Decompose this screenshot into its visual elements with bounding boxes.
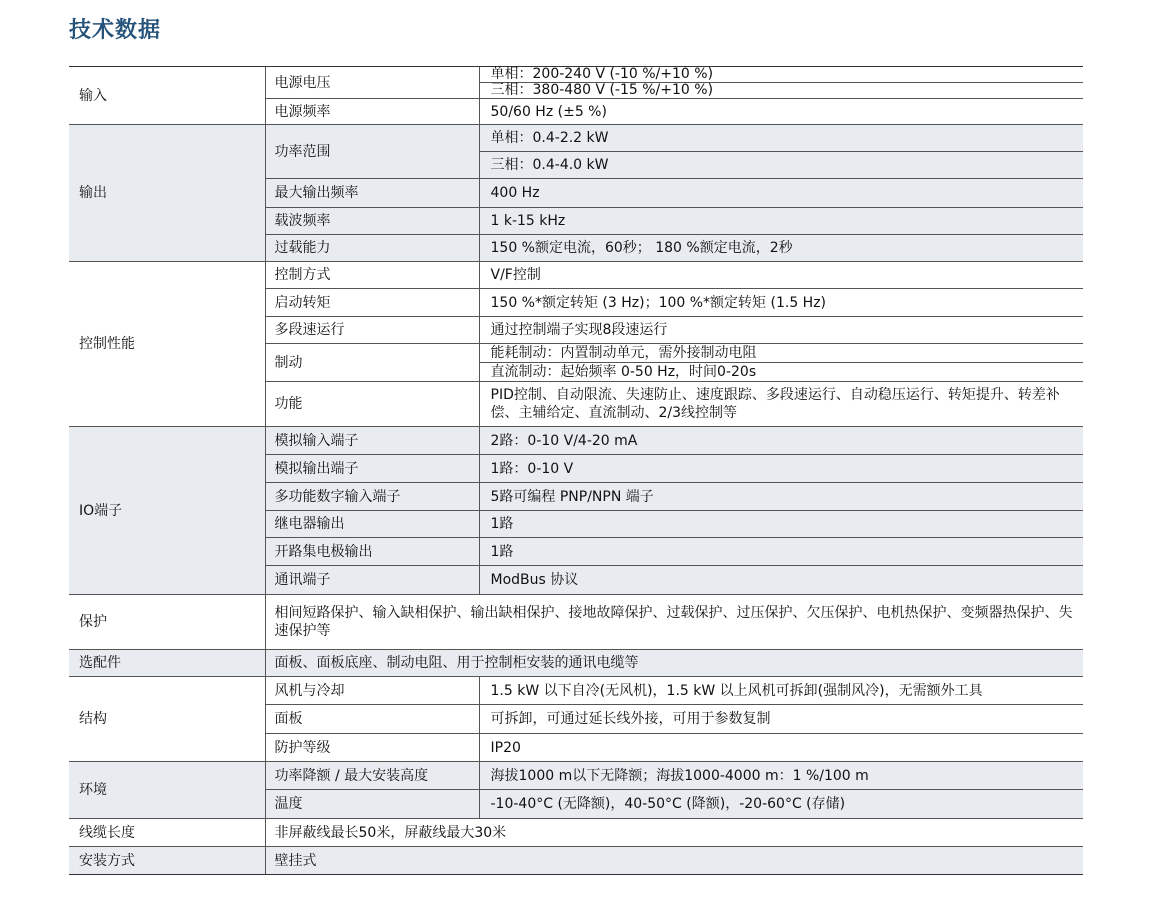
category-cell: 结构 <box>69 677 265 762</box>
category-cell: 安装方式 <box>69 847 265 875</box>
table-row <box>69 67 1083 83</box>
parameter-cell: 控制方式 <box>265 262 479 289</box>
parameter-cell: 继电器输出 <box>265 511 479 538</box>
category-cell: 线缆长度 <box>69 819 265 847</box>
value-cell: 三相：380-480 V (-15 %/+10 %) <box>479 83 1083 99</box>
parameter-cell: 防护等级 <box>265 734 479 762</box>
category-cell: 控制性能 <box>69 262 265 427</box>
value-cell: 壁挂式 <box>265 847 1083 875</box>
table-row <box>69 677 1083 705</box>
table-row <box>69 847 1083 875</box>
value-cell: 50/60 Hz (±5 %) <box>479 99 1083 125</box>
value-cell: 能耗制动：内置制动单元，需外接制动电阻 <box>479 344 1083 363</box>
parameter-cell: 多功能数字输入端子 <box>265 483 479 511</box>
category-cell: 环境 <box>69 762 265 819</box>
value-cell: 1路 <box>479 511 1083 538</box>
parameter-cell: 功能 <box>265 382 479 427</box>
table-row <box>69 595 1083 650</box>
parameter-cell: 面板 <box>265 705 479 734</box>
value-cell: 单相：200-240 V (-10 %/+10 %) <box>479 67 1083 83</box>
value-cell: 相间短路保护、输入缺相保护、输出缺相保护、接地故障保护、过载保护、过压保护、欠压保护、电机热保护、变频器热保护、失速保护等 <box>265 595 1083 650</box>
value-cell: 直流制动：起始频率 0-50 Hz，时间0-20s <box>479 363 1083 382</box>
value-cell: 1 k-15 kHz <box>479 208 1083 235</box>
table-row <box>69 427 1083 455</box>
value-cell: 可拆卸，可通过延长线外接，可用于参数复制 <box>479 705 1083 734</box>
category-cell: 保护 <box>69 595 265 650</box>
value-cell: 通过控制端子实现8段速运行 <box>479 317 1083 344</box>
parameter-cell: 功率范围 <box>265 125 479 179</box>
value-cell: V/F控制 <box>479 262 1083 289</box>
parameter-cell: 温度 <box>265 790 479 819</box>
value-cell: 5路可编程 PNP/NPN 端子 <box>479 483 1083 511</box>
parameter-cell: 通讯端子 <box>265 566 479 595</box>
parameter-cell: 最大输出频率 <box>265 179 479 208</box>
parameter-cell: 制动 <box>265 344 479 382</box>
spec-table <box>69 66 1083 875</box>
value-cell: ModBus 协议 <box>479 566 1083 595</box>
value-cell: 单相：0.4-2.2 kW <box>479 125 1083 152</box>
parameter-cell: 电源频率 <box>265 99 479 125</box>
value-cell: 400 Hz <box>479 179 1083 208</box>
parameter-cell: 风机与冷却 <box>265 677 479 705</box>
value-cell: 三相：0.4-4.0 kW <box>479 152 1083 179</box>
value-cell: PID控制、自动限流、失速防止、速度跟踪、多段速运行、自动稳压运行、转矩提升、转差补偿、主辅给定、直流制动、2/3线控制等 <box>479 382 1083 427</box>
parameter-cell: 启动转矩 <box>265 289 479 317</box>
parameter-cell: 模拟输入端子 <box>265 427 479 455</box>
value-cell: 2路：0-10 V/4-20 mA <box>479 427 1083 455</box>
page-title: 技术数据 <box>69 18 162 43</box>
value-cell: 1路 <box>479 538 1083 566</box>
parameter-cell: 载波频率 <box>265 208 479 235</box>
parameter-cell: 模拟输出端子 <box>265 455 479 483</box>
category-cell: 选配件 <box>69 650 265 677</box>
parameter-cell: 电源电压 <box>265 67 479 99</box>
value-cell: -10-40°C (无降额)，40-50°C (降额)，-20-60°C (存储) <box>479 790 1083 819</box>
parameter-cell: 功率降额 / 最大安装高度 <box>265 762 479 790</box>
table-row <box>69 819 1083 847</box>
category-cell: 输出 <box>69 125 265 262</box>
table-row <box>69 262 1083 289</box>
value-cell: 非屏蔽线最长50米，屏蔽线最大30米 <box>265 819 1083 847</box>
value-cell: 150 %额定电流，60秒； 180 %额定电流，2秒 <box>479 235 1083 262</box>
table-row <box>69 650 1083 677</box>
category-cell: IO端子 <box>69 427 265 595</box>
parameter-cell: 过载能力 <box>265 235 479 262</box>
value-cell: IP20 <box>479 734 1083 762</box>
value-cell: 150 %*额定转矩 (3 Hz)；100 %*额定转矩 (1.5 Hz) <box>479 289 1083 317</box>
table-row <box>69 762 1083 790</box>
parameter-cell: 开路集电极输出 <box>265 538 479 566</box>
value-cell: 面板、面板底座、制动电阻、用于控制柜安装的通讯电缆等 <box>265 650 1083 677</box>
value-cell: 海拔1000 m以下无降额；海拔1000-4000 m：1 %/100 m <box>479 762 1083 790</box>
value-cell: 1路：0-10 V <box>479 455 1083 483</box>
table-row <box>69 125 1083 152</box>
value-cell: 1.5 kW 以下自冷(无风机)，1.5 kW 以上风机可拆卸(强制风冷)，无需额外工具 <box>479 677 1083 705</box>
category-cell: 输入 <box>69 67 265 125</box>
parameter-cell: 多段速运行 <box>265 317 479 344</box>
